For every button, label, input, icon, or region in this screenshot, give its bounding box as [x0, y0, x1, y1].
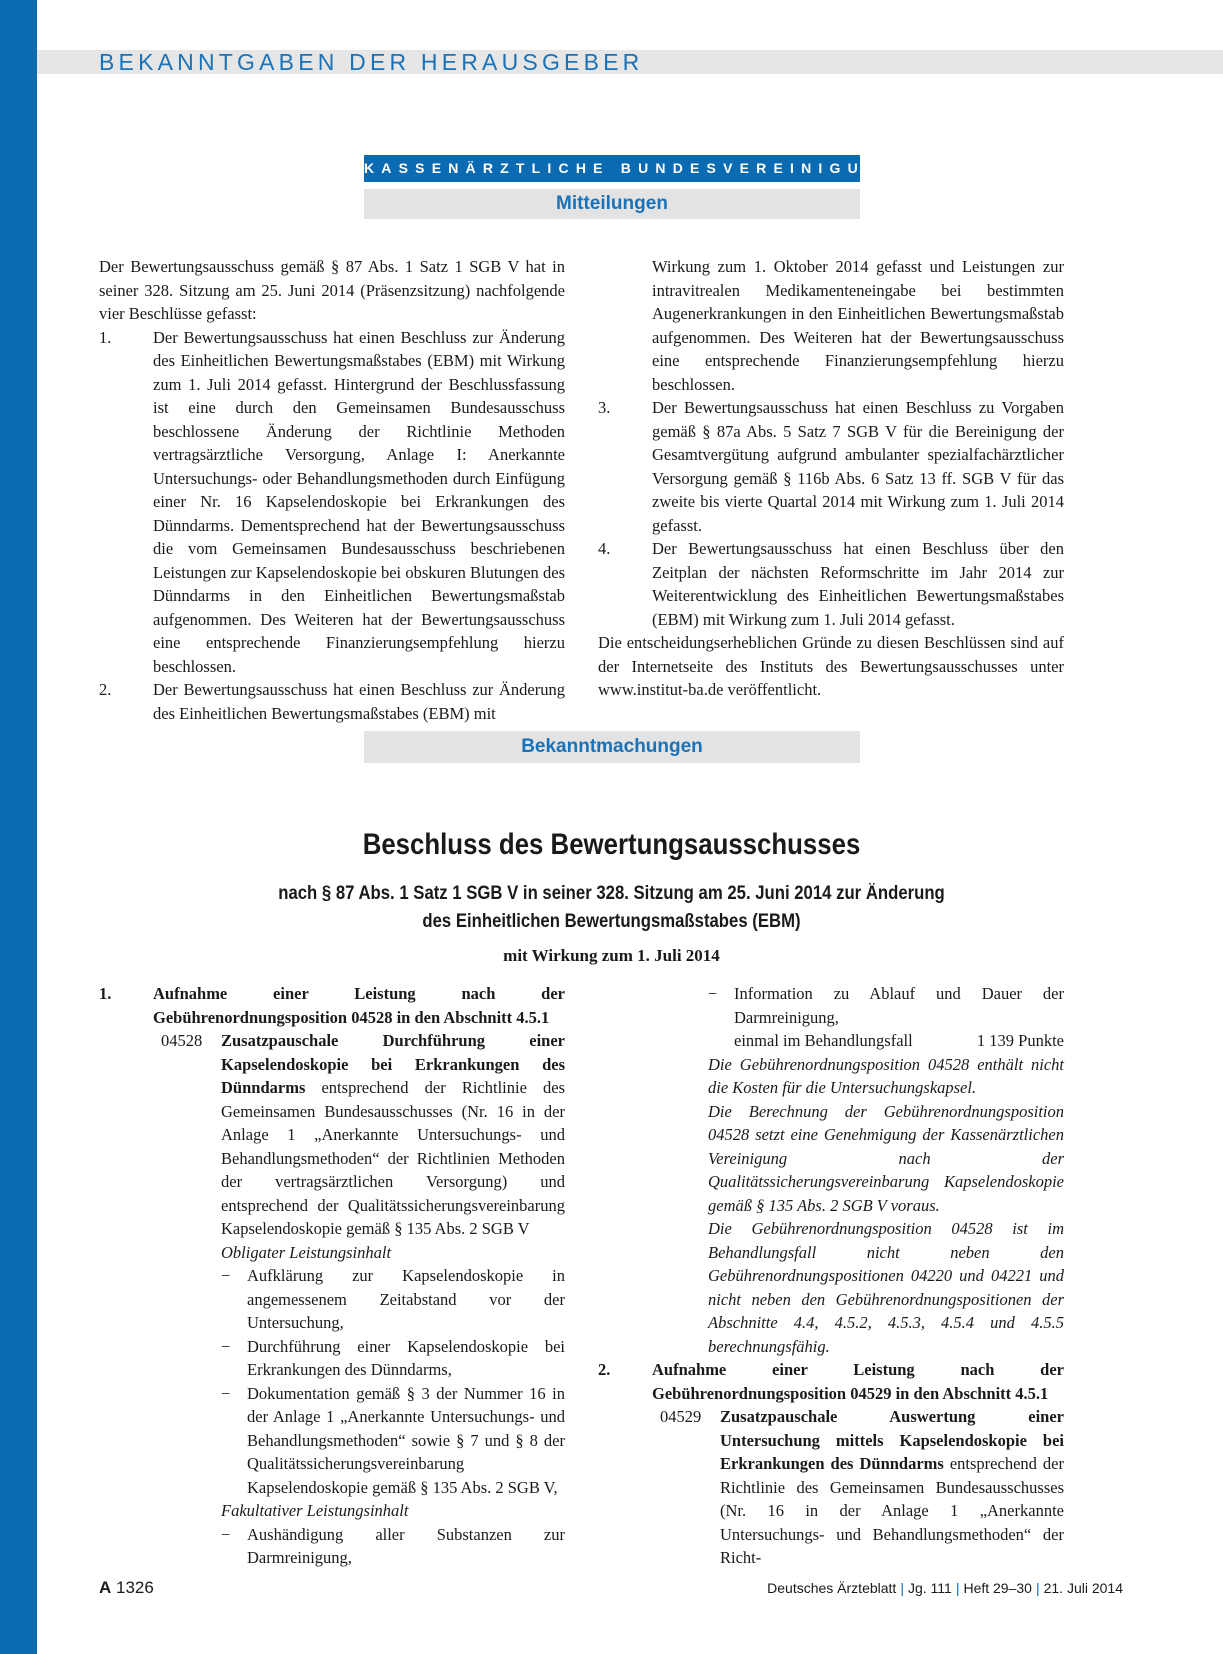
fakultativ-label: Fakultativer Leistungsinhalt: [221, 1501, 409, 1520]
item-text: Aushändigung aller Substanzen zur Darmreinigung,: [247, 1524, 565, 1567]
gop-title: Zusatzpauschale Auswertung einer Untersuchung mittels Kapselendoskopie bei Erkrankungen des Dünndarms: [720, 1407, 1064, 1473]
section-number: 1.: [99, 984, 112, 1003]
gop-description: entsprechend der Richtlinie des Gemeinsamen Bundesausschusses (Nr. 16 in der Anlage 1 „Anerkannte Untersuchungs- und Behandlungsmethoden“ der Richt-: [720, 1454, 1064, 1567]
item-text: Dokumentation gemäß § 3 der Nummer 16 in der Anlage 1 „Anerkannte Untersuchungs- und Behandlungsmethoden“ sowie § 7 und § 8 der Qualitätssicherungsvereinbarung Kapselendoskopie gemäß § 135 Abs. 2 SGB V,: [247, 1383, 565, 1497]
bekanntmachungen-heading: Bekanntmachungen: [364, 731, 860, 763]
item-text: Durchführung einer Kapselendoskopie bei Erkrankungen des Dünndarms,: [247, 1336, 565, 1379]
list-item: [99, 326, 565, 679]
obligat-block: [99, 1241, 565, 1570]
mitteilungen-intro: Der Bewertungsausschuss gemäß § 87 Abs. 1 Satz 1 SGB V hat in seiner 328. Sitzung am 25. Juni 2014 (Präsenzsitzung) nachfolgende vier Beschlüsse gefasst:: [99, 257, 565, 323]
beschluss-right-column: [598, 982, 1064, 1570]
points-value: 1 139 Punkte: [976, 1031, 1064, 1050]
gop-code: 04529: [660, 1407, 702, 1426]
section-title: Aufnahme einer Leistung nach der Gebührenordnungsposition 04529 in den Abschnitt 4.5.1: [652, 1360, 1064, 1403]
footer-citation: Deutsches Ärzteblatt | Jg. 111 | Heft 29–30 | 21. Juli 2014: [767, 1580, 1123, 1596]
item-text: Aufklärung zur Kapselendoskopie in angemessenem Zeitabstand vor der Untersuchung,: [247, 1266, 565, 1332]
page-subtitle: [73, 880, 1149, 936]
page-num: 1326: [116, 1578, 154, 1597]
list-item: [598, 396, 1064, 537]
item-text: Der Bewertungsausschuss hat einen Beschluss zur Änderung des Einheitlichen Bewertungsmaßstabes (EBM) mit Wirkung zum 1. Juli 2014 gefasst. Hintergrund der Beschlussfassung ist eine durch den Gemeinsamen Bundesausschuss beschlossene Änderung der Richtlinie Methoden vertragsärztliche Versorgung, Anlage I: Anerkannte Untersuchungs- oder Behandlungsmethoden durch Einfügung einer Nr. 16 Kapselendoskopie bei Erkrankungen des Dünndarms. Dementsprechend hat der Bewertungsausschuss die vom Gemeinsamen Bundesausschuss beschriebenen Leistungen zur Kapselendoskopie bei obskuren Blutungen des Dünndarms in den Einheitlichen Bewertungsmaßstab aufgenommen. Des Weiteren hat der Bewertungsausschuss eine entsprechende Finanzierungsempfehlung hierzu beschlossen.: [153, 327, 565, 676]
list-item: − Dokumentation gemäß § 3 der Nummer 16 in der Anlage 1 „Anerkannte Untersuchungs- und Behandlungsmethoden“ sowie § 7 und § 8 der Qualitätssicherungsvereinbarung Kapselendoskopie gemäß § 135 Abs. 2 SGB V,: [221, 1383, 565, 1497]
item-text: Information zu Ablauf und Dauer der Darmreinigung,: [734, 984, 1064, 1027]
note: Die Gebührenordnungsposition 04528 enthält nicht die Kosten für die Untersuchungskapsel.: [708, 1054, 1064, 1097]
issue-date: 21. Juli 2014: [1043, 1580, 1123, 1596]
item-number: 4.: [598, 539, 611, 558]
beschluss-left-column: [99, 982, 565, 1570]
note: Die Berechnung der Gebührenordnungsposition 04528 setzt eine Genehmigung der Kassenärztlichen Vereinigung nach der Qualitätssicherungsvereinbarung Kapselendoskopie gemäß § 135 Abs. 2 SGB V voraus.: [708, 1101, 1064, 1215]
subtitle-line-2: des Einheitlichen Bewertungsmaßstabes (EBM): [422, 911, 801, 932]
page-prefix: A: [99, 1578, 112, 1597]
note: Die Gebührenordnungsposition 04528 ist im Behandlungsfall nicht neben den Gebührenordnungspositionen 04220 und 04221 und nicht neben den Gebührenordnungspositionen der Abschnitte 4.4, 4.5.2, 4.5.3, 4.5.4 und 4.5.5 berechnungsfähig.: [708, 1219, 1064, 1356]
item-text: Wirkung zum 1. Oktober 2014 gefasst und Leistungen zur intravitrealen Medikamenteneingabe bei bestimmten Augenerkrankungen in den Einheitlichen Bewertungsmaßstab aufgenommen. Des Weiteren hat der Bewertungsausschuss eine entsprechende Finanzierungsempfehlung hierzu beschlossen.: [652, 257, 1064, 394]
effective-date: mit Wirkung zum 1. Juli 2014: [503, 946, 720, 965]
section-number: 2.: [598, 1360, 611, 1379]
mitteilungen-left-column: [99, 255, 565, 725]
gop-title: Zusatzpauschale Durchführung einer Kapselendoskopie bei Erkrankungen des Dünndarms: [221, 1031, 565, 1097]
gop-description: entsprechend der Richtlinie des Gemeinsamen Bundesausschusses (Nr. 16 in der Anlage 1 „Anerkannte Untersuchungs- und Behandlungsmethoden“ der Richtlinien Methoden der vertragsärztlichen Versorgung) und entsprechend der Qualitätssicherungsvereinbarung Kapselendoskopie gemäß § 135 Abs. 2 SGB V: [221, 1078, 565, 1238]
section-header: BEKANNTGABEN DER HERAUSGEBER: [99, 49, 644, 75]
item-text: Der Bewertungsausschuss hat einen Beschluss über den Zeitplan der nächsten Reformschritte im Jahr 2014 zur Weiterentwicklung des Einheitlichen Bewertungsmaßstabes (EBM) mit Wirkung zum 1. Juli 2014 gefasst.: [652, 539, 1064, 629]
section-heading: [99, 982, 565, 1029]
subtitle-line-1: nach § 87 Abs. 1 Satz 1 SGB V in seiner 328. Sitzung am 25. Juni 2014 zur Änderung: [278, 883, 945, 904]
mitteilungen-heading: Mitteilungen: [364, 189, 860, 219]
page-title: Beschluss des Bewertungsausschusses: [362, 828, 861, 861]
item-text: Der Bewertungsausschuss hat einen Beschluss zur Änderung des Einheitlichen Bewertungsmaßstabes (EBM) mit: [153, 680, 565, 723]
page-number: [99, 1578, 154, 1598]
list-item: − Aufklärung zur Kapselendoskopie in angemessenem Zeitabstand vor der Untersuchung,: [221, 1266, 565, 1332]
list-item: − Aushändigung aller Substanzen zur Darmreinigung,: [221, 1524, 565, 1567]
frequency: einmal im Behandlungsfall: [734, 1031, 913, 1050]
list-item: − Information zu Ablauf und Dauer der Darmreinigung,: [708, 984, 1064, 1027]
left-accent-bar: [0, 0, 37, 1654]
gop-code: 04528: [161, 1031, 203, 1050]
item-number: 2.: [99, 680, 112, 699]
list-item-continued: [598, 255, 1064, 396]
kbv-label: KASSENÄRZTLICHE BUNDESVEREINIGUNG: [364, 155, 860, 182]
issue: Heft 29–30: [963, 1580, 1032, 1596]
item-text: Der Bewertungsausschuss hat einen Beschluss zu Vorgaben gemäß § 87a Abs. 5 Satz 7 SGB V für die Bereinigung der Gesamtvergütung aufgrund ambulanter spezialfachärztlicher Versorgung gemäß § 116b Abs. 6 Satz 13 ff. SGB V für das zweite bis vierte Quartal 2014 mit Wirkung zum 1. Juli 2014 gefasst.: [652, 398, 1064, 535]
list-item: [99, 678, 565, 725]
gop-entry: [598, 1405, 1064, 1570]
mitteilungen-right-column: [598, 255, 1064, 702]
item-number: 1.: [99, 327, 112, 347]
list-item: [598, 537, 1064, 631]
item-number: 3.: [598, 398, 611, 417]
volume: Jg. 111: [907, 1580, 952, 1596]
gop-entry: [99, 1029, 565, 1241]
mitteilungen-closing: Die entscheidungserheblichen Gründe zu diesen Beschlüssen sind auf der Internetseite des Instituts des Bewertungsausschusses unter www.institut-ba.de veröffentlicht.: [598, 633, 1064, 699]
list-item: − Durchführung einer Kapselendoskopie bei Erkrankungen des Dünndarms,: [221, 1336, 565, 1379]
section-title: Aufnahme einer Leistung nach der Gebührenordnungsposition 04528 in den Abschnitt 4.5.1: [153, 984, 565, 1027]
journal-name: Deutsches Ärzteblatt: [767, 1580, 897, 1596]
section-heading: [598, 1358, 1064, 1405]
obligat-label: Obligater Leistungsinhalt: [221, 1242, 392, 1262]
points-line: [708, 1029, 1064, 1053]
fakultativ-continued: [598, 982, 1064, 1358]
